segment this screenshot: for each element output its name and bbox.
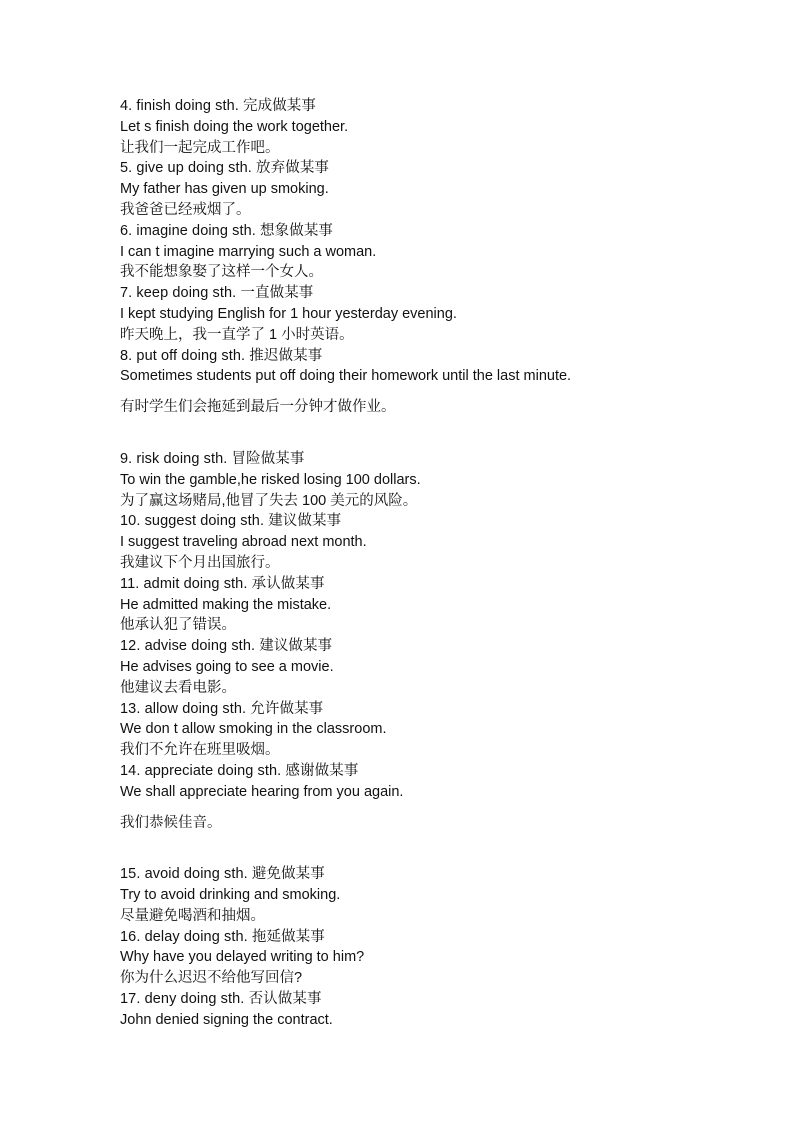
entry-heading: 6. imagine doing sth. 想象做某事	[120, 222, 334, 239]
entry-example-zh: 我建议下个月出国旅行。	[120, 554, 280, 571]
entry-heading: 12. advise doing sth. 建议做某事	[120, 638, 333, 655]
entry-heading: 9. risk doing sth. 冒险做某事	[120, 450, 305, 467]
entry-example-en: We shall appreciate hearing from you again.	[120, 783, 404, 800]
entry-example-en: I can t imagine marrying such a woman.	[120, 243, 377, 260]
document-page	[120, 96, 760, 1031]
entry-heading: 11. admit doing sth. 承认做某事	[120, 575, 325, 592]
entry-heading: 16. delay doing sth. 拖延做某事	[120, 928, 325, 945]
entry-example-zh: 我们恭候佳音。	[120, 814, 222, 831]
entry-example-en: We don t allow smoking in the classroom.	[120, 721, 387, 738]
entry-example-en: Try to avoid drinking and smoking.	[120, 887, 341, 904]
entry-example-zh: 为了赢这场赌局,他冒了失去 100 美元的风险。	[120, 492, 418, 509]
entry-heading: 15. avoid doing sth. 避免做某事	[120, 866, 325, 883]
entry-example-en: I suggest traveling abroad next month.	[120, 534, 367, 551]
paragraph-gap	[120, 803, 760, 813]
entry-example-en: John denied signing the contract.	[120, 1011, 333, 1028]
entry-example-zh: 我爸爸已经戒烟了。	[120, 201, 251, 218]
section-gap	[120, 439, 760, 449]
entry-heading: 14. appreciate doing sth. 感谢做某事	[120, 762, 359, 779]
entry-example-zh: 尽量避免喝酒和抽烟。	[120, 907, 265, 924]
entry-heading: 5. give up doing sth. 放弃做某事	[120, 160, 330, 177]
entry-example-zh: 我不能想象娶了这样一个女人。	[120, 264, 323, 281]
entry-example-zh: 我们不允许在班里吸烟。	[120, 742, 280, 759]
section-gap	[120, 418, 760, 439]
entry-example-zh: 他建议去看电影。	[120, 679, 236, 696]
entry-example-en: Sometimes students put off doing their homework until the last minute.	[120, 368, 572, 385]
section-gap	[120, 854, 760, 864]
entry-example-zh: 有时学生们会拖延到最后一分钟才做作业。	[120, 399, 396, 416]
entry-example-zh: 昨天晚上，我一直学了 1 小时英语。	[120, 326, 354, 343]
paragraph-gap	[120, 387, 760, 397]
entry-example-en: To win the gamble,he risked losing 100 dollars.	[120, 471, 421, 488]
section-gap	[120, 833, 760, 854]
entry-example-zh: 他承认犯了错误。	[120, 617, 236, 634]
entry-example-en: He advises going to see a movie.	[120, 658, 334, 675]
entry-example-en: My father has given up smoking.	[120, 181, 329, 198]
entry-example-zh: 你为什么迟迟不给他写回信?	[120, 970, 303, 987]
entry-example-en: He admitted making the mistake.	[120, 596, 332, 613]
entry-example-en: Let s finish doing the work together.	[120, 118, 349, 135]
entry-example-en: Why have you delayed writing to him?	[120, 949, 365, 966]
entry-heading: 17. deny doing sth. 否认做某事	[120, 991, 322, 1008]
entry-heading: 8. put off doing sth. 推迟做某事	[120, 347, 323, 364]
entry-heading: 13. allow doing sth. 允许做某事	[120, 700, 324, 717]
entry-heading: 10. suggest doing sth. 建议做某事	[120, 513, 342, 530]
entry-example-zh: 让我们一起完成工作吧。	[120, 139, 280, 156]
entry-heading: 4. finish doing sth. 完成做某事	[120, 98, 317, 114]
entry-example-en: I kept studying English for 1 hour yesterday evening.	[120, 305, 457, 322]
entry-heading: 7. keep doing sth. 一直做某事	[120, 285, 314, 302]
